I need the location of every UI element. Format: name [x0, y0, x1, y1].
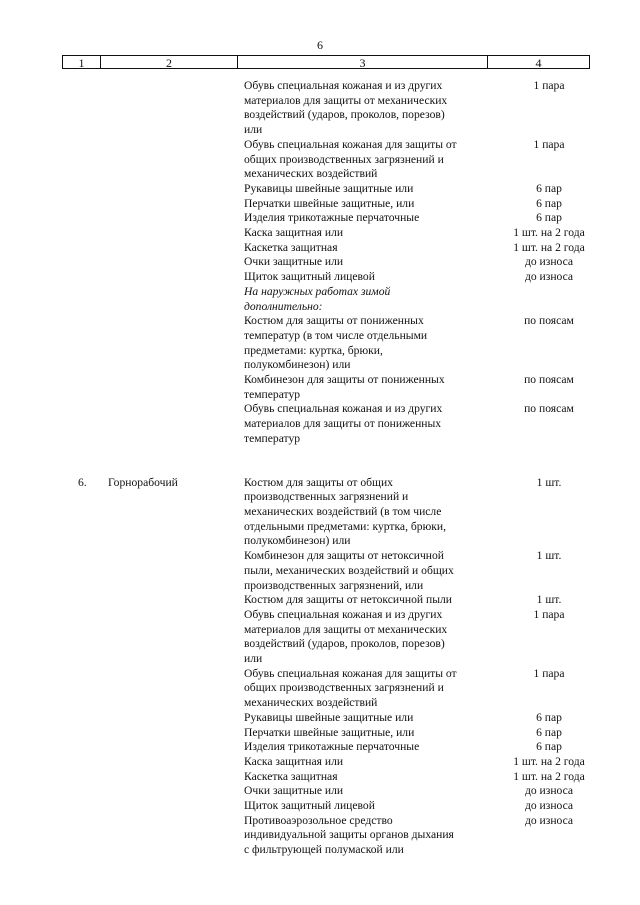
item-name: Обувь специальная кожаная и из других материалов для защиты от пониженных температур [244, 402, 443, 445]
empty-cell [0, 197, 244, 212]
item-name: Комбинезон для защиты от пониженных температур [244, 373, 445, 401]
table-row [0, 755, 640, 770]
item-quantity [494, 285, 604, 314]
empty-cell [0, 285, 244, 314]
row-lead [0, 784, 244, 799]
header-col-3: 3 [238, 56, 488, 68]
item-name: Противоаэрозольное средство индивидуальной защиты органов дыхания с фильтрующей полумаской или [244, 813, 454, 857]
item-quantity: 1 пара [533, 607, 565, 621]
item-quantity: 6 пар [536, 710, 562, 724]
item-quantity: 1 шт. [536, 593, 562, 607]
table-row [0, 402, 640, 446]
item-quantity: по поясам [524, 402, 574, 416]
empty-cell [0, 138, 244, 182]
item-quantity: до износа [524, 813, 574, 827]
row-lead [0, 711, 244, 726]
header-col-1: 1 [63, 56, 101, 68]
item-quantity: до износа [524, 270, 574, 284]
table-row [0, 593, 640, 608]
item-name: Комбинезон для защиты от нетоксичной пыли, механических воздействий и общих производственных загрязнений, или [244, 549, 454, 592]
row-lead [0, 667, 244, 711]
item-name: На наружных работах зимой дополнительно: [244, 284, 391, 313]
empty-cell [0, 270, 244, 285]
table-row [0, 241, 640, 256]
table-row [0, 667, 640, 711]
item-name: Каска защитная или [244, 754, 344, 768]
item-name: Рукавицы швейные защитные или [244, 181, 414, 195]
item-name: Каскетка защитная [244, 769, 338, 783]
row-lead [0, 549, 244, 593]
item-quantity: 6 пар [536, 181, 562, 195]
item-quantity: по поясам [524, 314, 574, 328]
item-quantity: 1 шт. на 2 года [513, 769, 585, 783]
table-row [0, 726, 640, 741]
item-name: Обувь специальная кожаная для защиты от общих производственных загрязнений и механических воздействий [244, 666, 457, 710]
item-quantity: 1 шт. на 2 года [513, 240, 585, 254]
table-row [0, 476, 640, 550]
item-quantity: 6 пар [536, 725, 562, 739]
empty-cell [0, 226, 244, 241]
table-row [0, 740, 640, 755]
item-name: Обувь специальная кожаная и из других материалов для защиты от механических воздействий (ударов, проколов, порезов) или [244, 607, 448, 666]
section-gap [0, 447, 640, 476]
item-name: Щиток защитный лицевой [244, 799, 375, 813]
table-row [0, 549, 640, 593]
item-quantity: 1 шт. на 2 года [513, 754, 585, 768]
item-name: Костюм для защиты от пониженных температур (в том числе отдельными предметами: куртка, брюки, полукомбинезон) или [244, 314, 428, 372]
item-name: Обувь специальная кожаная и из других материалов для защиты от механических воздействий (ударов, проколов, порезов) или [244, 79, 448, 137]
item-name: Очки защитные или [244, 784, 344, 798]
item-quantity: 6 пар [536, 211, 562, 225]
item-name: Перчатки швейные защитные, или [244, 196, 415, 210]
row-lead [0, 770, 244, 785]
table-row [0, 211, 640, 226]
empty-cell [0, 211, 244, 226]
row-number: 6. [78, 475, 87, 489]
row-lead [0, 755, 244, 770]
row-lead [0, 476, 244, 550]
item-name: Каскетка защитная [244, 240, 338, 254]
empty-cell [0, 255, 244, 270]
empty-cell [0, 241, 244, 256]
item-quantity: 1 пара [533, 79, 565, 92]
item-quantity: до износа [524, 799, 574, 813]
header-col-2: 2 [101, 56, 238, 68]
item-quantity: до износа [524, 255, 574, 269]
item-quantity: 1 пара [533, 137, 565, 151]
row-lead [0, 814, 244, 858]
item-name: Костюм для защиты от нетоксичной пыли [244, 593, 453, 607]
page-number: 6 [317, 38, 323, 52]
item-quantity: 1 шт. [536, 475, 562, 489]
item-name: Каска защитная или [244, 226, 344, 240]
item-quantity: 6 пар [536, 196, 562, 210]
item-quantity: 6 пар [536, 740, 562, 754]
table-row [0, 770, 640, 785]
item-quantity: 1 шт. [536, 549, 562, 563]
table-row [0, 79, 640, 138]
item-name: Изделия трикотажные перчаточные [244, 740, 420, 754]
row-lead [0, 740, 244, 755]
item-name: Рукавицы швейные защитные или [244, 710, 414, 724]
row-lead [0, 608, 244, 667]
table-row [0, 784, 640, 799]
item-quantity: до износа [524, 784, 574, 798]
table-row [0, 814, 640, 858]
header-col-4: 4 [535, 56, 542, 70]
item-name: Обувь специальная кожаная для защиты от общих производственных загрязнений и механических воздействий [244, 137, 457, 181]
table-row [0, 138, 640, 182]
row-lead [0, 799, 244, 814]
item-quantity: 1 пара [533, 666, 565, 680]
table-row [0, 182, 640, 197]
item-name: Изделия трикотажные перчаточные [244, 211, 420, 225]
table-row [0, 270, 640, 285]
table-row [0, 799, 640, 814]
table-body [0, 79, 640, 858]
empty-cell [0, 79, 244, 138]
table-header [62, 55, 590, 69]
table-row [0, 711, 640, 726]
table-row [0, 226, 640, 241]
empty-cell [0, 182, 244, 197]
empty-cell [0, 314, 244, 373]
table-row [0, 255, 640, 270]
table-row [0, 314, 640, 373]
item-name: Костюм для защиты от общих производственных загрязнений и механических воздействий (в том числе отдельными предметами: куртка, брюки, полукомбинезон) или [244, 475, 446, 548]
table-row [0, 608, 640, 667]
empty-cell [0, 402, 244, 446]
table-row [0, 285, 640, 314]
item-name: Перчатки швейные защитные, или [244, 725, 415, 739]
job-title: Горнорабочий [108, 475, 178, 489]
table-row [0, 197, 640, 212]
item-name: Щиток защитный лицевой [244, 270, 375, 284]
item-quantity: 1 шт. на 2 года [513, 226, 585, 240]
item-name: Очки защитные или [244, 255, 344, 269]
item-quantity: по поясам [524, 373, 574, 387]
row-lead [0, 593, 244, 608]
row-lead [0, 726, 244, 741]
empty-cell [0, 373, 244, 402]
table-row [0, 373, 640, 402]
